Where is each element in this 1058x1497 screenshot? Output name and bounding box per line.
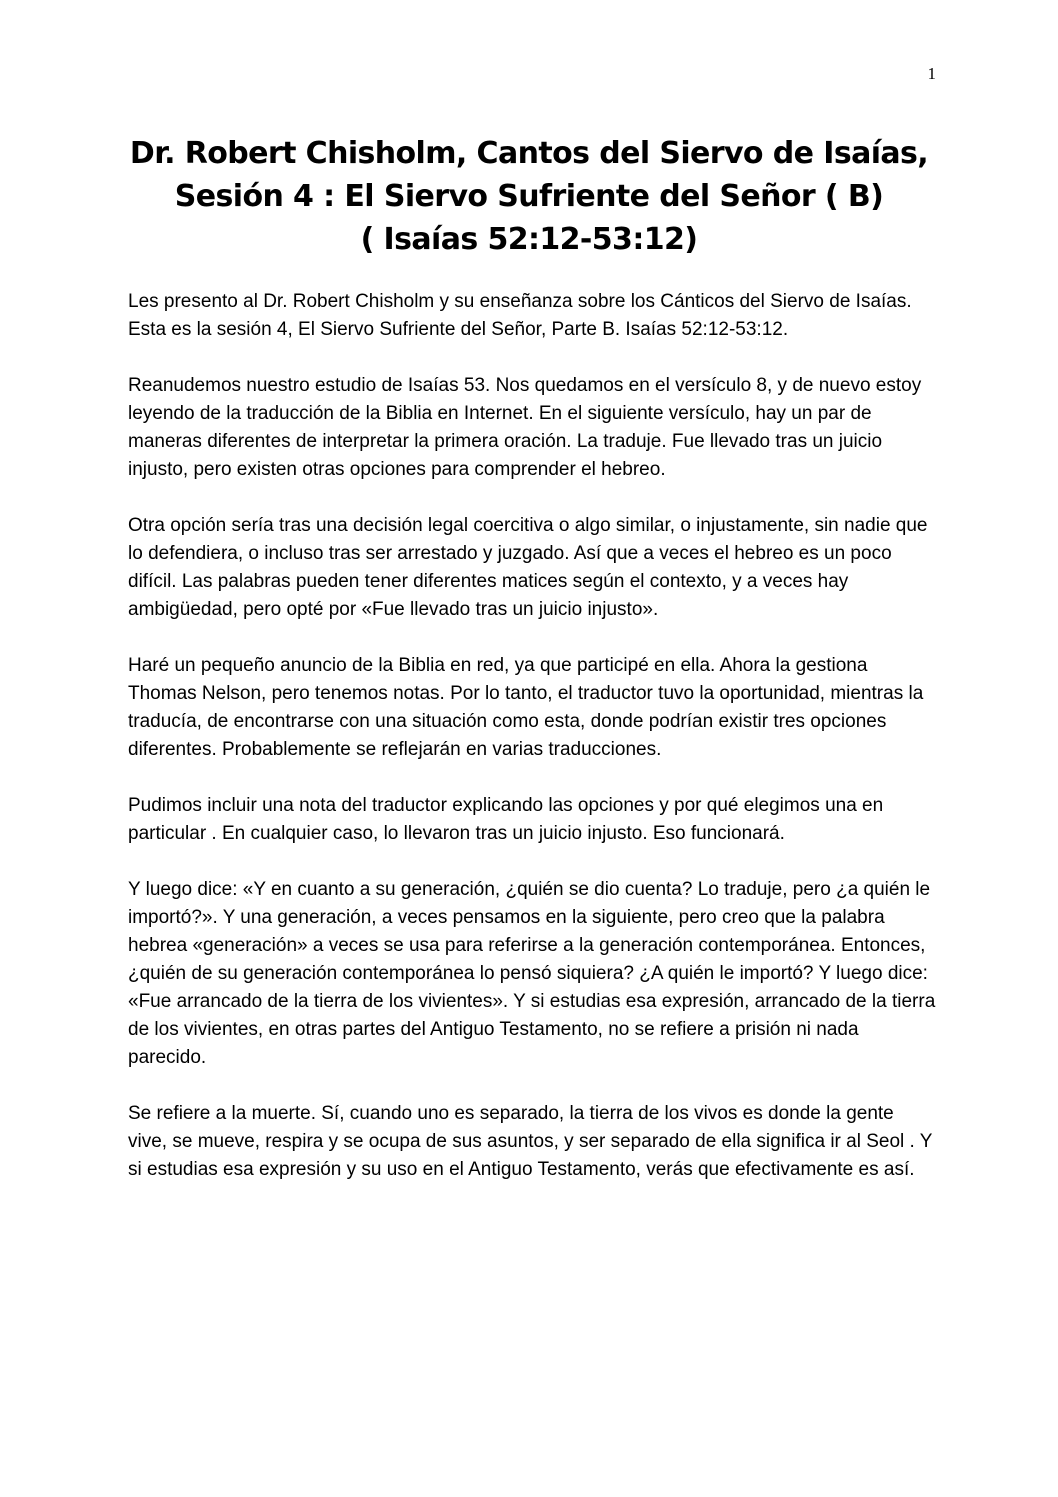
document-title	[100, 132, 958, 261]
body-text	[128, 288, 936, 1184]
paragraph-2: Reanudemos nuestro estudio de Isaías 53. Nos quedamos en el versículo 8, y de nuevo estoy leyendo de la traducción de la Biblia en Internet. En el siguiente versículo, hay un par de maneras diferentes de interpretar la primera oración. La traduje. Fue llevado tras un juicio injusto, pero existen otras opciones para comprender el hebreo.	[128, 375, 922, 480]
paragraph-4: Haré un pequeño anuncio de la Biblia en red, ya que participé en ella. Ahora la gestiona Thomas Nelson, pero tenemos notas. Por lo tanto, el traductor tuvo la oportunidad, mientras la traducía, de encontrarse con una situación como esta, donde podrían existir tres opciones diferentes. Probablemente se reflejarán en varias traducciones.	[128, 655, 924, 760]
paragraph-5: Pudimos incluir una nota del traductor explicando las opciones y por qué elegimos una en particular . En cualquier caso, lo llevaron tras un juicio injusto. Eso funcionará.	[128, 795, 884, 844]
title-line-1: Dr. Robert Chisholm, Cantos del Siervo de Isaías,	[129, 136, 929, 171]
paragraph-3: Otra opción sería tras una decisión legal coercitiva o algo similar, o injustamente, sin nadie que lo defendiera, o incluso tras ser arrestado y juzgado. Así que a veces el hebreo es un poco difícil. Las palabras pueden tener diferentes matices según el contexto, y a veces hay ambigüedad, pero opté por «Fue llevado tras un juicio injusto».	[128, 515, 928, 620]
page-number: 1	[927, 64, 936, 83]
title-line-3: ( Isaías 52:12-53:12)	[360, 222, 698, 257]
paragraph-1: Les presento al Dr. Robert Chisholm y su enseñanza sobre los Cánticos del Siervo de Isaías. Esta es la sesión 4, El Siervo Sufriente del Señor, Parte B. Isaías 52:12-53:12.	[128, 291, 912, 340]
paragraph-6: Y luego dice: «Y en cuanto a su generación, ¿quién se dio cuenta? Lo traduje, pero ¿a quién le importó?». Y una generación, a veces pensamos en la siguiente, pero creo que la palabra hebrea «generación» a veces se usa para referirse a la generación contemporánea. Entonces, ¿quién de su generación contemporánea lo pensó siquiera? ¿A quién le importó? Y luego dice: «Fue arrancado de la tierra de los vivientes». Y si estudias esa expresión, arrancado de la tierra de los vivientes, en otras partes del Antiguo Testamento, no se refiere a prisión ni nada parecido.	[128, 879, 936, 1068]
paragraph-7: Se refiere a la muerte. Sí, cuando uno es separado, la tierra de los vivos es donde la gente vive, se mueve, respira y se ocupa de sus asuntos, y ser separado de ella significa ir al Seol . Y si estudias esa expresión y su uso en el Antiguo Testamento, verás que efectivamente es así.	[128, 1103, 933, 1180]
title-line-2: Sesión 4 : El Siervo Sufriente del Señor ( B)	[174, 179, 884, 214]
